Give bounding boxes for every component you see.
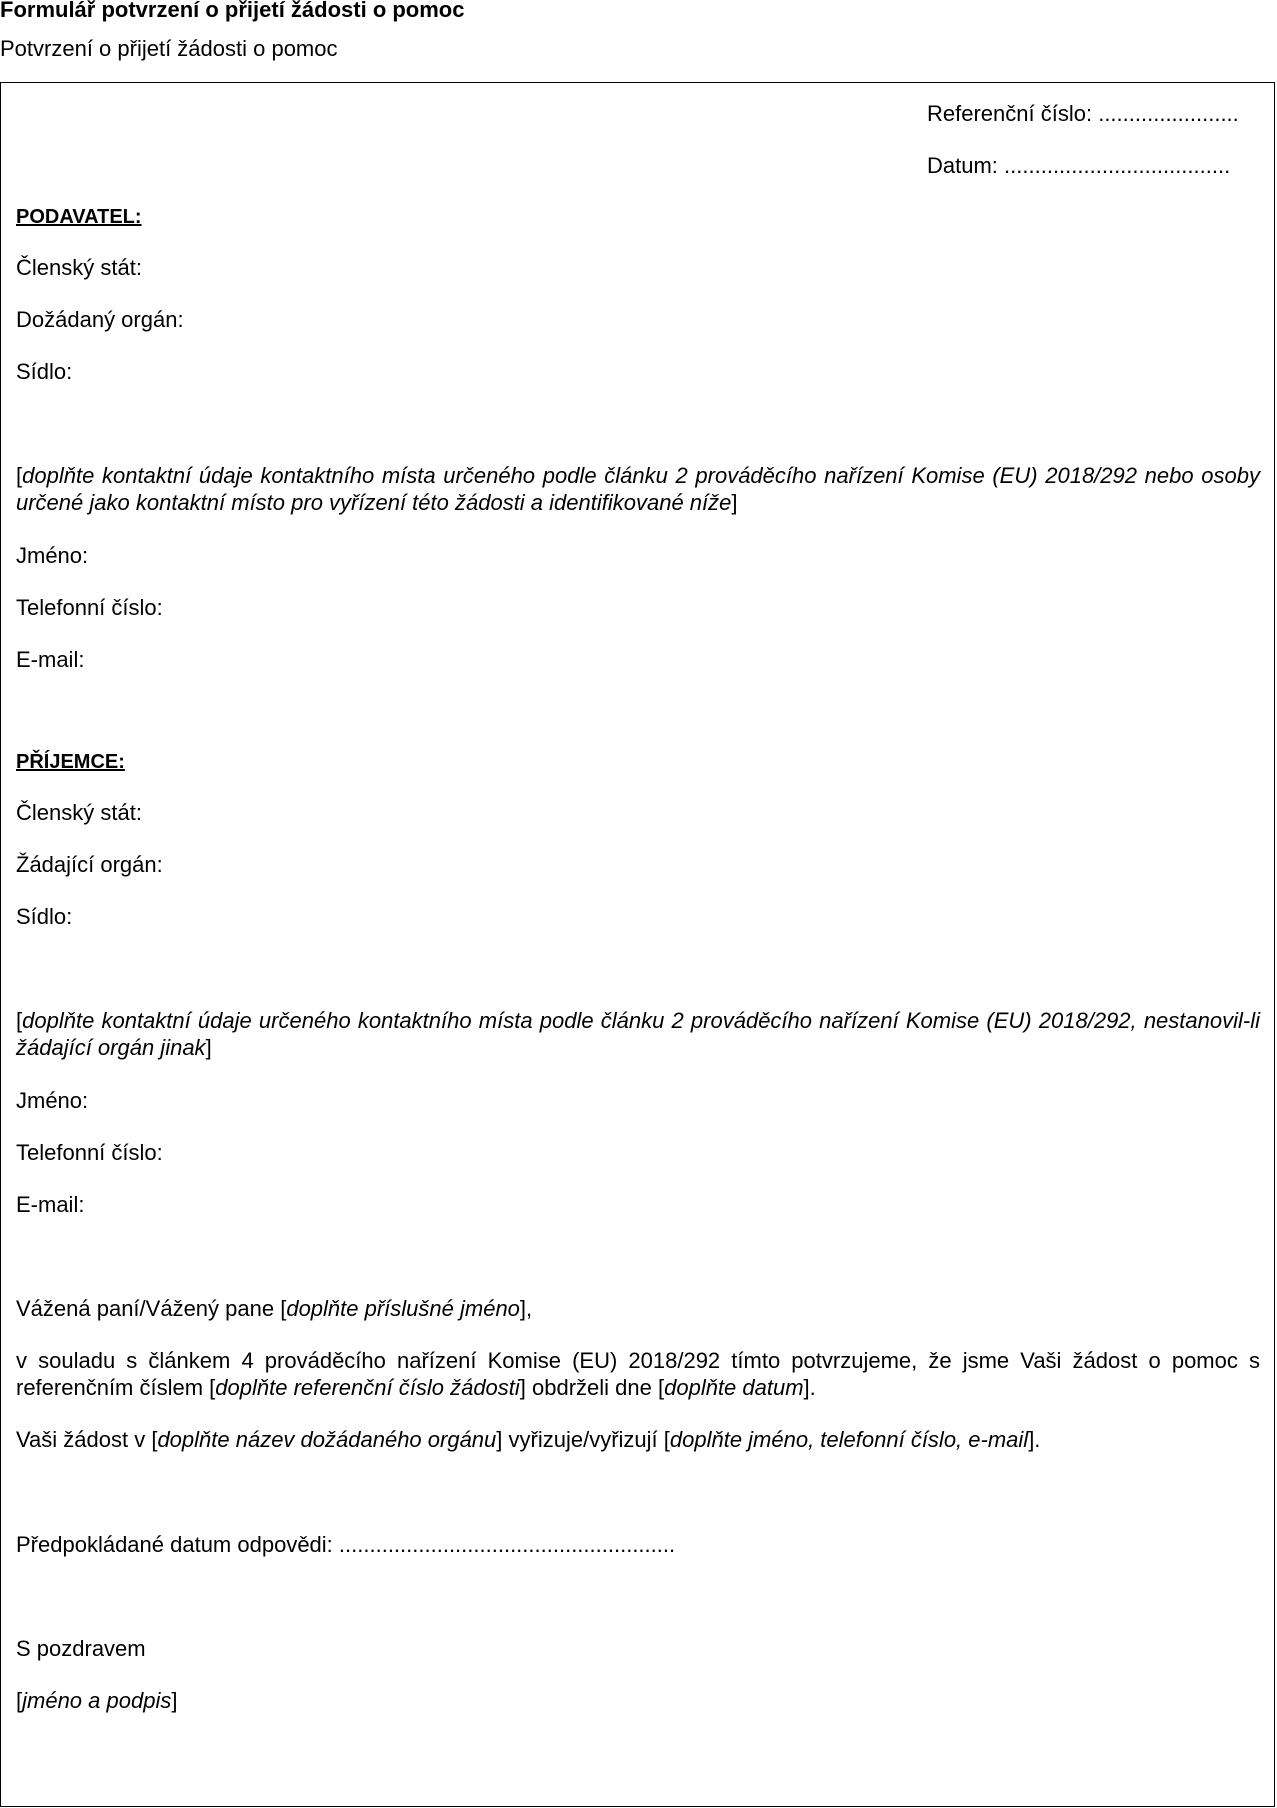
closing: S pozdravem bbox=[16, 1636, 146, 1661]
sender-instruction-text: doplňte kontaktní údaje kontaktního místa určeného podle článku 2 prováděcího nařízení Komise (EU) 2018/292 nebo osoby určené jako kontaktní místo pro vyřízení této žádosti a identifikované níže bbox=[16, 463, 1260, 515]
recipient-instruction-text: doplňte kontaktní údaje určeného kontaktního místa podle článku 2 prováděcího nařízení Komise (EU) 2018/292, nestanovil-li žádající orgán jinak bbox=[16, 1008, 1260, 1060]
recipient-instruction bbox=[16, 1007, 1260, 1061]
signature-close: ] bbox=[171, 1688, 178, 1713]
salutation-end: ], bbox=[519, 1296, 533, 1321]
salutation-start: Vážená paní/Vážený pane [ bbox=[16, 1296, 287, 1321]
date-line bbox=[927, 152, 1230, 179]
reference-line bbox=[927, 100, 1239, 127]
signature-line bbox=[16, 1687, 177, 1714]
recipient-heading: PŘÍJEMCE: bbox=[16, 751, 125, 773]
reference-label: Referenční číslo: bbox=[927, 101, 1093, 126]
signature-open: [ bbox=[16, 1688, 23, 1713]
sender-member-state: Členský stát: bbox=[16, 255, 142, 280]
salutation bbox=[16, 1295, 532, 1322]
handling-start: Vaši žádost v [ bbox=[16, 1427, 158, 1452]
sender-instruction-open: [ bbox=[16, 463, 23, 488]
handling-mid: ] vyřizuje/vyřizují [ bbox=[496, 1427, 670, 1452]
form-frame bbox=[0, 82, 1275, 1807]
sender-phone: Telefonní číslo: bbox=[16, 595, 163, 620]
sender-name: Jméno: bbox=[16, 543, 89, 568]
recipient-authority: Žádající orgán: bbox=[16, 852, 163, 877]
confirmation-paragraph bbox=[16, 1347, 1260, 1401]
recipient-member-state: Členský stát: bbox=[16, 800, 142, 825]
sender-seat: Sídlo: bbox=[16, 359, 73, 384]
confirmation-mid: ] obdrželi dne [ bbox=[519, 1375, 665, 1400]
recipient-instruction-open: [ bbox=[16, 1008, 23, 1033]
date-label: Datum: bbox=[927, 153, 998, 178]
sender-authority: Dožádaný orgán: bbox=[16, 307, 184, 332]
date-dots: ..................................... bbox=[1004, 153, 1231, 178]
sender-instruction-close: ] bbox=[731, 490, 738, 515]
expected-date-line bbox=[16, 1531, 675, 1558]
recipient-name: Jméno: bbox=[16, 1088, 89, 1113]
recipient-seat: Sídlo: bbox=[16, 904, 73, 929]
handling-end: ]. bbox=[1028, 1427, 1041, 1452]
sender-instruction bbox=[16, 462, 1260, 516]
recipient-phone: Telefonní číslo: bbox=[16, 1140, 163, 1165]
recipient-email: E-mail: bbox=[16, 1192, 85, 1217]
confirmation-reference-placeholder: doplňte referenční číslo žádosti bbox=[215, 1375, 520, 1400]
handling-contact-placeholder: doplňte jméno, telefonní číslo, e-mail bbox=[669, 1427, 1029, 1452]
reference-dots: ....................... bbox=[1098, 101, 1239, 126]
sender-email: E-mail: bbox=[16, 647, 85, 672]
document-subtitle: Potvrzení o přijetí žádosti o pomoc bbox=[0, 36, 338, 61]
recipient-instruction-close: ] bbox=[205, 1035, 212, 1060]
expected-date-dots: ....................................................... bbox=[338, 1532, 676, 1557]
salutation-placeholder: doplňte příslušné jméno bbox=[286, 1296, 520, 1321]
handling-authority-placeholder: doplňte název dožádaného orgánu bbox=[157, 1427, 497, 1452]
handling-paragraph bbox=[16, 1426, 1040, 1453]
confirmation-end: ]. bbox=[803, 1375, 816, 1400]
expected-date-label: Předpokládané datum odpovědi: bbox=[16, 1532, 333, 1557]
signature-placeholder: jméno a podpis bbox=[22, 1688, 172, 1713]
sender-heading: PODAVATEL: bbox=[16, 206, 142, 228]
document-title: Formulář potvrzení o přijetí žádosti o pomoc bbox=[0, 0, 465, 22]
confirmation-start: v souladu s článkem 4 prováděcího nařízení Komise (EU) 2018/292 tímto potvrzujeme, že jsme Vaši žádost o pomoc s referenčním číslem [ bbox=[16, 1348, 1260, 1400]
confirmation-date-placeholder: doplňte datum bbox=[664, 1375, 804, 1400]
